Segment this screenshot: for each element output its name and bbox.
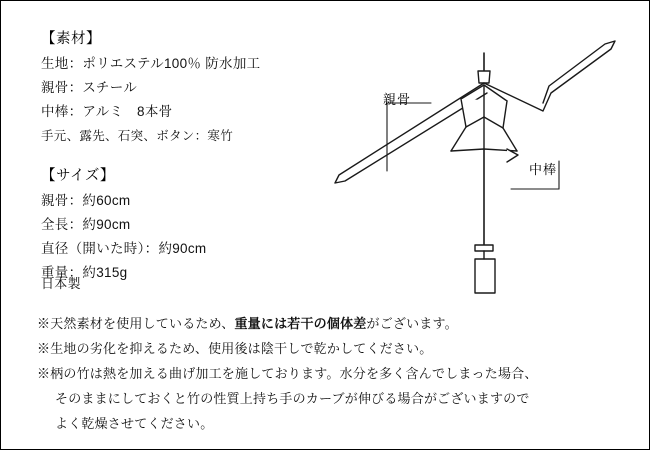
umbrella-diagram (311, 31, 641, 301)
canopy-fold-right (503, 128, 517, 151)
specification-block (41, 27, 341, 285)
canopy-fold-left (451, 127, 466, 151)
size-heading: 【サイズ】 (41, 168, 115, 184)
note-1-emphasis: 重量には若干の個体差 (234, 316, 367, 331)
material-heading: 【素材】 (41, 31, 101, 47)
note-3-continued-2: よく乾燥させてください。 (55, 416, 214, 431)
umbrella-diagram-svg (311, 31, 641, 301)
notes-block (37, 311, 617, 436)
label-shaft: 中棒 (529, 162, 558, 177)
handle-grip (475, 259, 495, 293)
material-line-handle: 手元、露先、石突、ボタン：寒竹 (41, 129, 234, 143)
size-line-rib: 親骨：約60cm (41, 193, 131, 208)
material-line-rib: 親骨：スチール (41, 80, 138, 95)
note-1-prefix: ※天然素材を使用しているため、 (37, 316, 235, 331)
canopy-right-rib (484, 41, 615, 111)
note-1-suffix: がございます。 (366, 316, 458, 331)
finial-collar (478, 71, 490, 83)
size-line-weight: 重量：約315g (41, 265, 128, 280)
note-3-continued-1: そのままにしておくと竹の性質上持ち手のカーブが伸びる場合がございますので (55, 391, 530, 406)
runner-collar (475, 245, 493, 251)
size-line-diameter: 直径（開いた時）：約90cm (41, 241, 207, 256)
country-of-origin: 日本製 (41, 276, 81, 291)
size-line-length: 全長：約90cm (41, 217, 131, 232)
note-1 (37, 311, 617, 336)
material-line-fabric: 生地：ポリエステル100％ 防水加工 (41, 56, 261, 71)
material-line-shaft: 中棒：アルミ 8本骨 (41, 104, 173, 119)
label-rib: 親骨 (383, 92, 412, 107)
note-3: ※柄の竹は熱を加える曲げ加工を施しております。水分を多く含んでしまった場合、 (37, 366, 538, 381)
note-2: ※生地の劣化を抑えるため、使用後は陰干しで乾かしてください。 (37, 341, 433, 356)
spacer (41, 148, 341, 164)
